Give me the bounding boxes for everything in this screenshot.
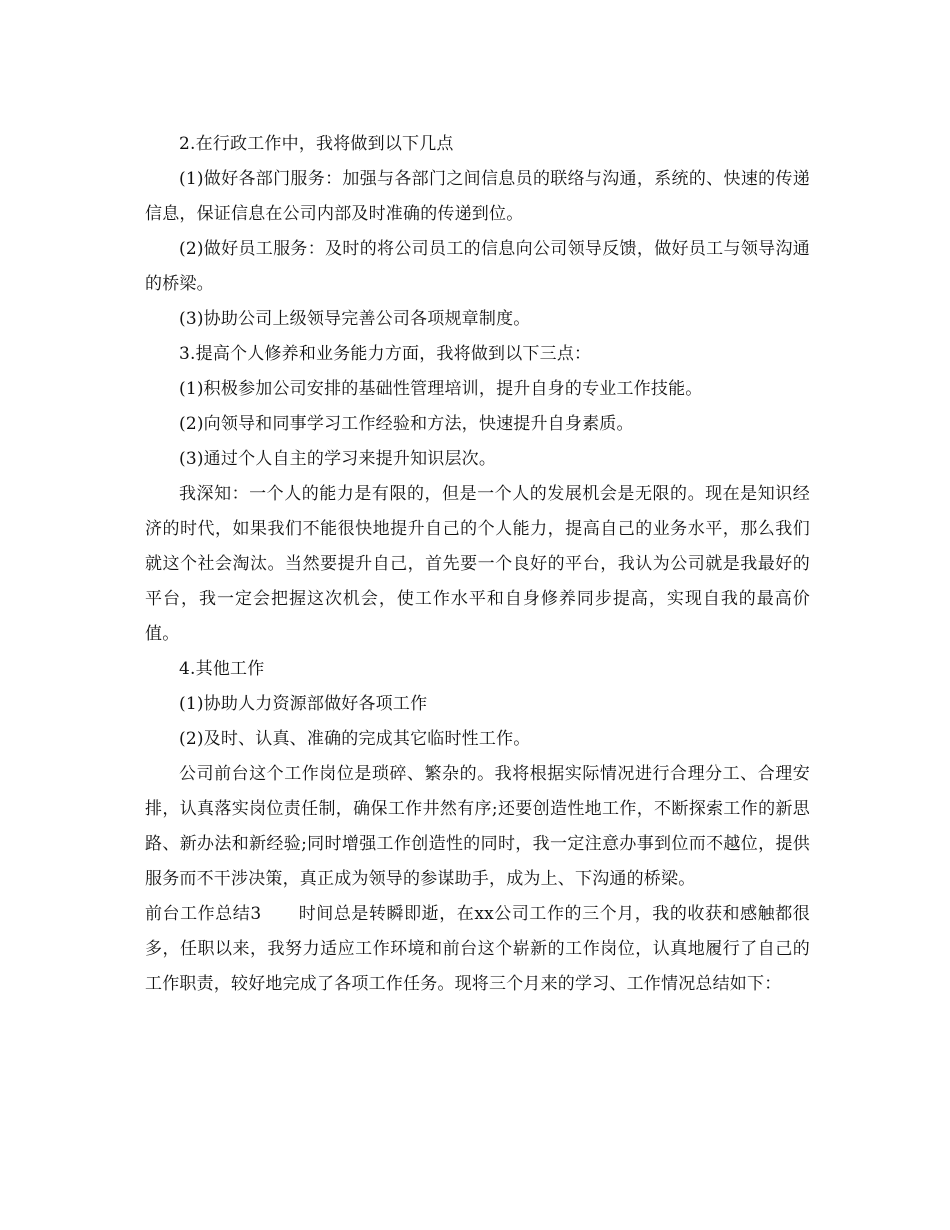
section-title: 前台工作总结3 — [145, 904, 262, 924]
paragraph-learning-colleagues: (2)向领导和同事学习工作经验和方法，快速提升自身素质。 — [179, 414, 634, 434]
paragraph-reception-commitment: 公司前台这个工作岗位是琐碎、繁杂的。我将根据实际情况进行合理分工、合理安排，认真落实岗位责任制，确保工作井然有序;还要创造性地工作，不断探索工作的新思路、新办法和新经验;同时增强工作创造性的同时，我一定注意办事到位而不越位，提供服务而不干涉决策，真正成为领导的参谋助手，成为上、下沟通的桥梁。 — [145, 764, 810, 889]
section-body: 时间总是转瞬即逝，在xx公司工作的三个月，我的收获和感触都很多，任职以来，我努力适应工作环境和前台这个崭新的工作岗位，认真地履行了自己的工作职责，较好地完成了各项工作任务。现将三个月来的学习、工作情况总结如下： — [145, 904, 810, 994]
section-summary-3 — [145, 897, 810, 1002]
paragraph-personal-growth-heading: 3.提高个人修养和业务能力方面，我将做到以下三点： — [179, 344, 592, 364]
paragraph-rules-assist: (3)协助公司上级领导完善公司各项规章制度。 — [179, 309, 531, 329]
paragraph-admin-work-heading: 2.在行政工作中，我将做到以下几点 — [179, 134, 454, 154]
paragraph-temporary-work: (2)及时、认真、准确的完成其它临时性工作。 — [179, 729, 531, 749]
paragraph-department-service: (1)做好各部门服务：加强与各部门之间信息员的联络与沟通，系统的、快速的传递信息，保证信息在公司内部及时准确的传递到位。 — [145, 169, 810, 224]
paragraph-other-work-heading: 4.其他工作 — [179, 659, 265, 679]
paragraph-training: (1)积极参加公司安排的基础性管理培训，提升自身的专业工作技能。 — [179, 379, 703, 399]
paragraph-self-study: (3)通过个人自主的学习来提升知识层次。 — [179, 449, 497, 469]
paragraph-hr-assist: (1)协助人力资源部做好各项工作 — [179, 694, 428, 714]
paragraph-employee-service: (2)做好员工服务：及时的将公司员工的信息向公司领导反馈，做好员工与领导沟通的桥梁。 — [145, 239, 810, 294]
paragraph-reflection: 我深知：一个人的能力是有限的，但是一个人的发展机会是无限的。现在是知识经济的时代，如果我们不能很快地提升自己的个人能力，提高自己的业务水平，那么我们就这个社会淘汰。当然要提升自己，首先要一个良好的平台，我认为公司就是我最好的平台，我一定会把握这次机会，使工作水平和自身修养同步提高，实现自我的最高价值。 — [145, 484, 810, 644]
document-body — [145, 127, 810, 1002]
